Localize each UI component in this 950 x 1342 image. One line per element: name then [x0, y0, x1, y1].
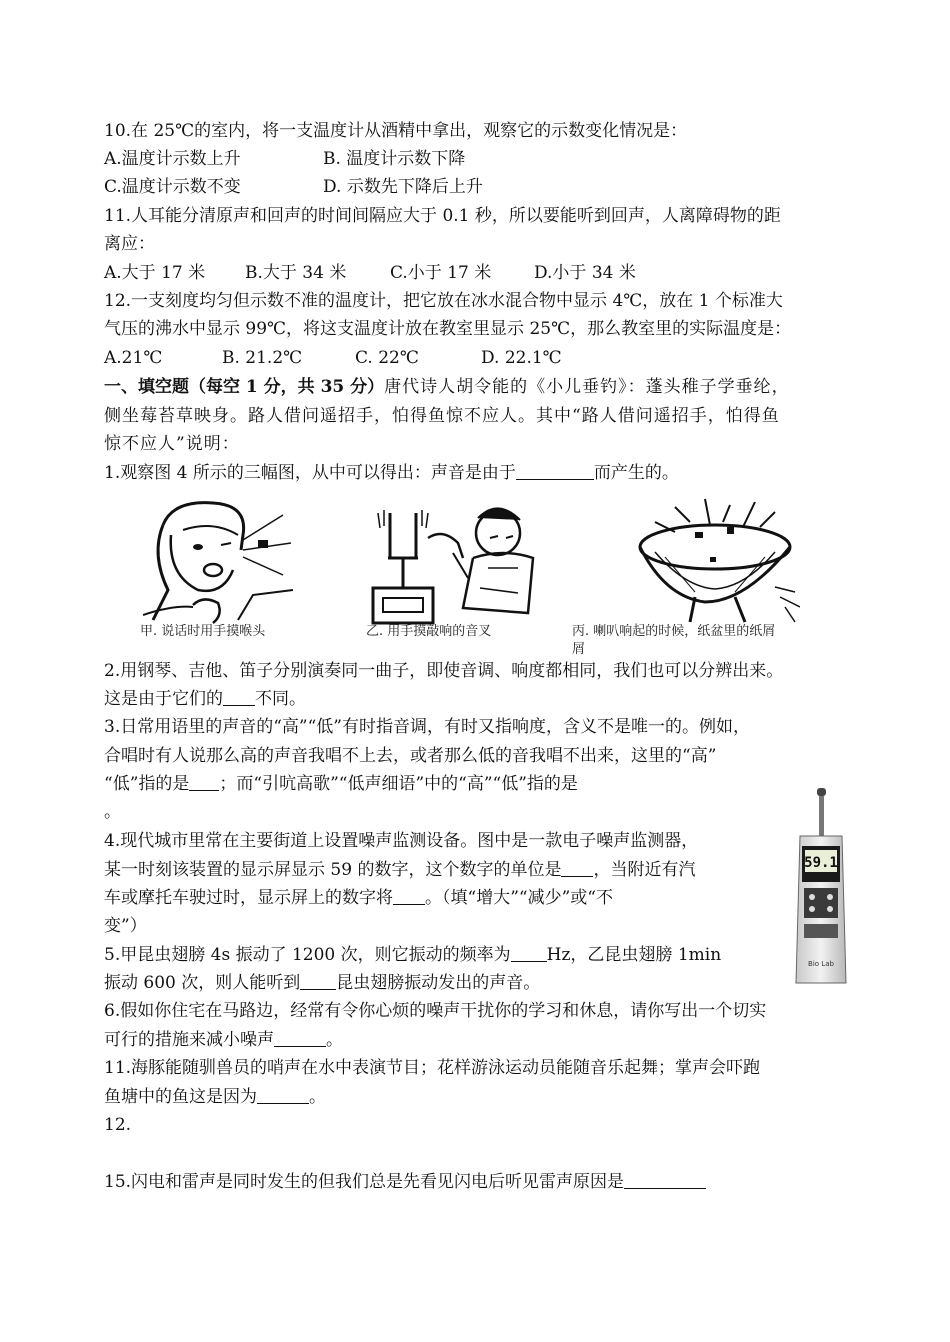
f3-blank-1[interactable]: [189, 774, 219, 791]
f5-line1-after: Hz，乙昆虫翅膀 1min: [546, 945, 722, 965]
section-heading-line: [104, 376, 790, 398]
q11-stem-line1: 11.人耳能分清原声和回声的时间间隔应大于 0.1 秒，所以要能听到回声，人离障碍物的距: [104, 206, 781, 226]
q11-option-c: C.小于 17 米: [390, 263, 492, 283]
figure-yi-tuning-fork: [368, 498, 543, 626]
f4-line3-before: 车或摩托车驶过时，显示屏上的数字将: [104, 888, 393, 908]
f5-line2-before: 振动 600 次，则人能听到: [104, 973, 301, 993]
f1-after: 而产生的。: [593, 463, 679, 483]
f6-line1: 6.假如你住宅在马路边，经常有令你心烦的噪声干扰你的学习和休息，请你写出一个切实: [104, 1001, 767, 1021]
f15-line: [104, 1171, 706, 1193]
f3-line3: [104, 773, 578, 795]
section-intro-2: 侧坐莓苔草映身。路人借问遥招手，怕得鱼惊不应人。其中“路人借问遥招手，怕得鱼: [104, 406, 780, 426]
f1-before: 1.观察图 4 所示的三幅图，从中可以得出：声音是由于: [104, 463, 516, 483]
f6-blank[interactable]: [274, 1030, 326, 1047]
q10-option-b: B. 温度计示数下降: [323, 149, 466, 169]
q12-option-b: B. 21.2℃: [222, 348, 303, 368]
q12-option-a: A.21℃: [104, 348, 163, 368]
f4-line2-after: ，当附近有汽: [593, 860, 696, 880]
f3-before: “低”指的是: [104, 774, 190, 794]
q12-stem-line1: 12.一支刻度均匀但示数不准的温度计，把它放在冰水混合物中显示 4℃，放在 1 个标准大: [104, 291, 783, 311]
f4-line2-before: 某一时刻该装置的显示屏显示 59 的数字，这个数字的单位是: [104, 860, 562, 880]
f4-line4: 变”）: [104, 916, 147, 936]
f2-after: 不同。: [255, 689, 306, 709]
f1-line: [104, 462, 679, 484]
f3-line2: 合唱时有人说那么高的声音我唱不上去，或者那么低的音我唱不出来，这里的“高”: [104, 746, 717, 766]
f12-line: 12.: [104, 1115, 132, 1135]
q10-option-a: A.温度计示数上升: [104, 149, 241, 169]
f11-blank[interactable]: [257, 1087, 309, 1104]
meter-display: 59.1: [804, 855, 838, 871]
f6-line2: [104, 1029, 343, 1051]
f4-line2: [104, 859, 695, 881]
section-intro-3: 惊不应人”说明：: [104, 434, 240, 454]
caption-yi: 乙. 用手摸敲响的音叉: [366, 624, 492, 639]
f11-before: 鱼塘中的鱼这是因为: [104, 1087, 257, 1107]
f15-before: 15.闪电和雷声是同时发生的但我们总是先看见闪电后听见雷声原因是: [104, 1172, 625, 1192]
f11-after: 。: [309, 1087, 326, 1107]
q10-stem: 10.在 25℃的室内，将一支温度计从酒精中拿出，观察它的示数变化情况是：: [104, 121, 688, 141]
f11-line2: [104, 1086, 326, 1108]
q10-option-d: D. 示数先下降后上升: [323, 177, 483, 197]
section-intro-1: 唐代诗人胡令能的《小儿垂钓》：蓬头稚子学垂纶，: [384, 377, 790, 397]
f4-blank-2[interactable]: [393, 888, 425, 905]
q12-option-d: D. 22.1℃: [481, 348, 562, 368]
f2-before: 这是由于它们的: [104, 689, 223, 709]
q11-option-d: D.小于 34 米: [534, 263, 636, 283]
f11-line1: 11.海豚能随驯兽员的哨声在水中表演节目；花样游泳运动员能随音乐起舞；掌声会吓跑: [104, 1058, 761, 1078]
noise-meter-image: [790, 788, 852, 986]
f4-line1: 4.现代城市里常在主要街道上设置噪声监测设备。图中是一款电子噪声监测器，: [104, 831, 699, 851]
q11-option-b: B.大于 34 米: [245, 263, 347, 283]
f5-blank-2[interactable]: [300, 973, 336, 990]
caption-bing: 丙. 喇叭响起的时候，纸盆里的纸屑: [572, 624, 776, 639]
q10-option-c: C.温度计示数不变: [104, 177, 241, 197]
f6-after: 。: [326, 1030, 343, 1050]
meter-brand: Bio Lab: [808, 960, 834, 968]
f4-line3: [104, 887, 613, 909]
q11-stem-line2: 离应：: [104, 234, 155, 254]
f15-blank[interactable]: [624, 1172, 706, 1189]
figure-bing-speaker: [635, 497, 800, 625]
f5-line2-after: 昆虫翅膀振动发出的声音。: [336, 973, 541, 993]
caption-jia: 甲. 说话时用手摸喉头: [140, 624, 266, 639]
f2-blank[interactable]: [223, 689, 255, 706]
f5-line2: [104, 972, 540, 994]
f1-blank[interactable]: [516, 463, 594, 480]
f2-line2: [104, 688, 306, 710]
f3-line1: 3.日常用语里的声音的“高”“低”有时指音调，有时又指响度，含义不是唯一的。例如，: [104, 717, 750, 737]
figure-jia-throat: [143, 495, 293, 625]
q11-option-a: A.大于 17 米: [104, 263, 206, 283]
f4-blank-1[interactable]: [561, 860, 593, 877]
f2-line1: 2.用钢琴、吉他、笛子分别演奏同一曲子，即使音调、响度都相同，我们也可以分辨出来。: [104, 661, 784, 681]
f5-line1-before: 5.甲昆虫翅膀 4s 振动了 1200 次，则它振动的频率为: [104, 945, 511, 965]
q12-stem-line2: 气压的沸水中显示 99℃，将这支温度计放在教室里显示 25℃，那么教室里的实际温度是：: [104, 319, 792, 339]
q12-option-c: C. 22℃: [355, 348, 419, 368]
f5-blank-1[interactable]: [511, 945, 547, 962]
f3-after: ；而“引吭高歌”“低声细语”中的“高”“低”指的是: [219, 774, 578, 794]
section-heading: 一、填空题（每空 1 分，共 35 分）: [104, 377, 385, 397]
f6-before: 可行的措施来减小噪声: [104, 1030, 274, 1050]
f4-line3-after: 。（填“增大”“减少”或“不: [425, 888, 613, 908]
caption-bing-cont: 屑: [572, 642, 586, 657]
f3-line4: 。: [104, 802, 121, 822]
f5-line1: [104, 944, 721, 966]
